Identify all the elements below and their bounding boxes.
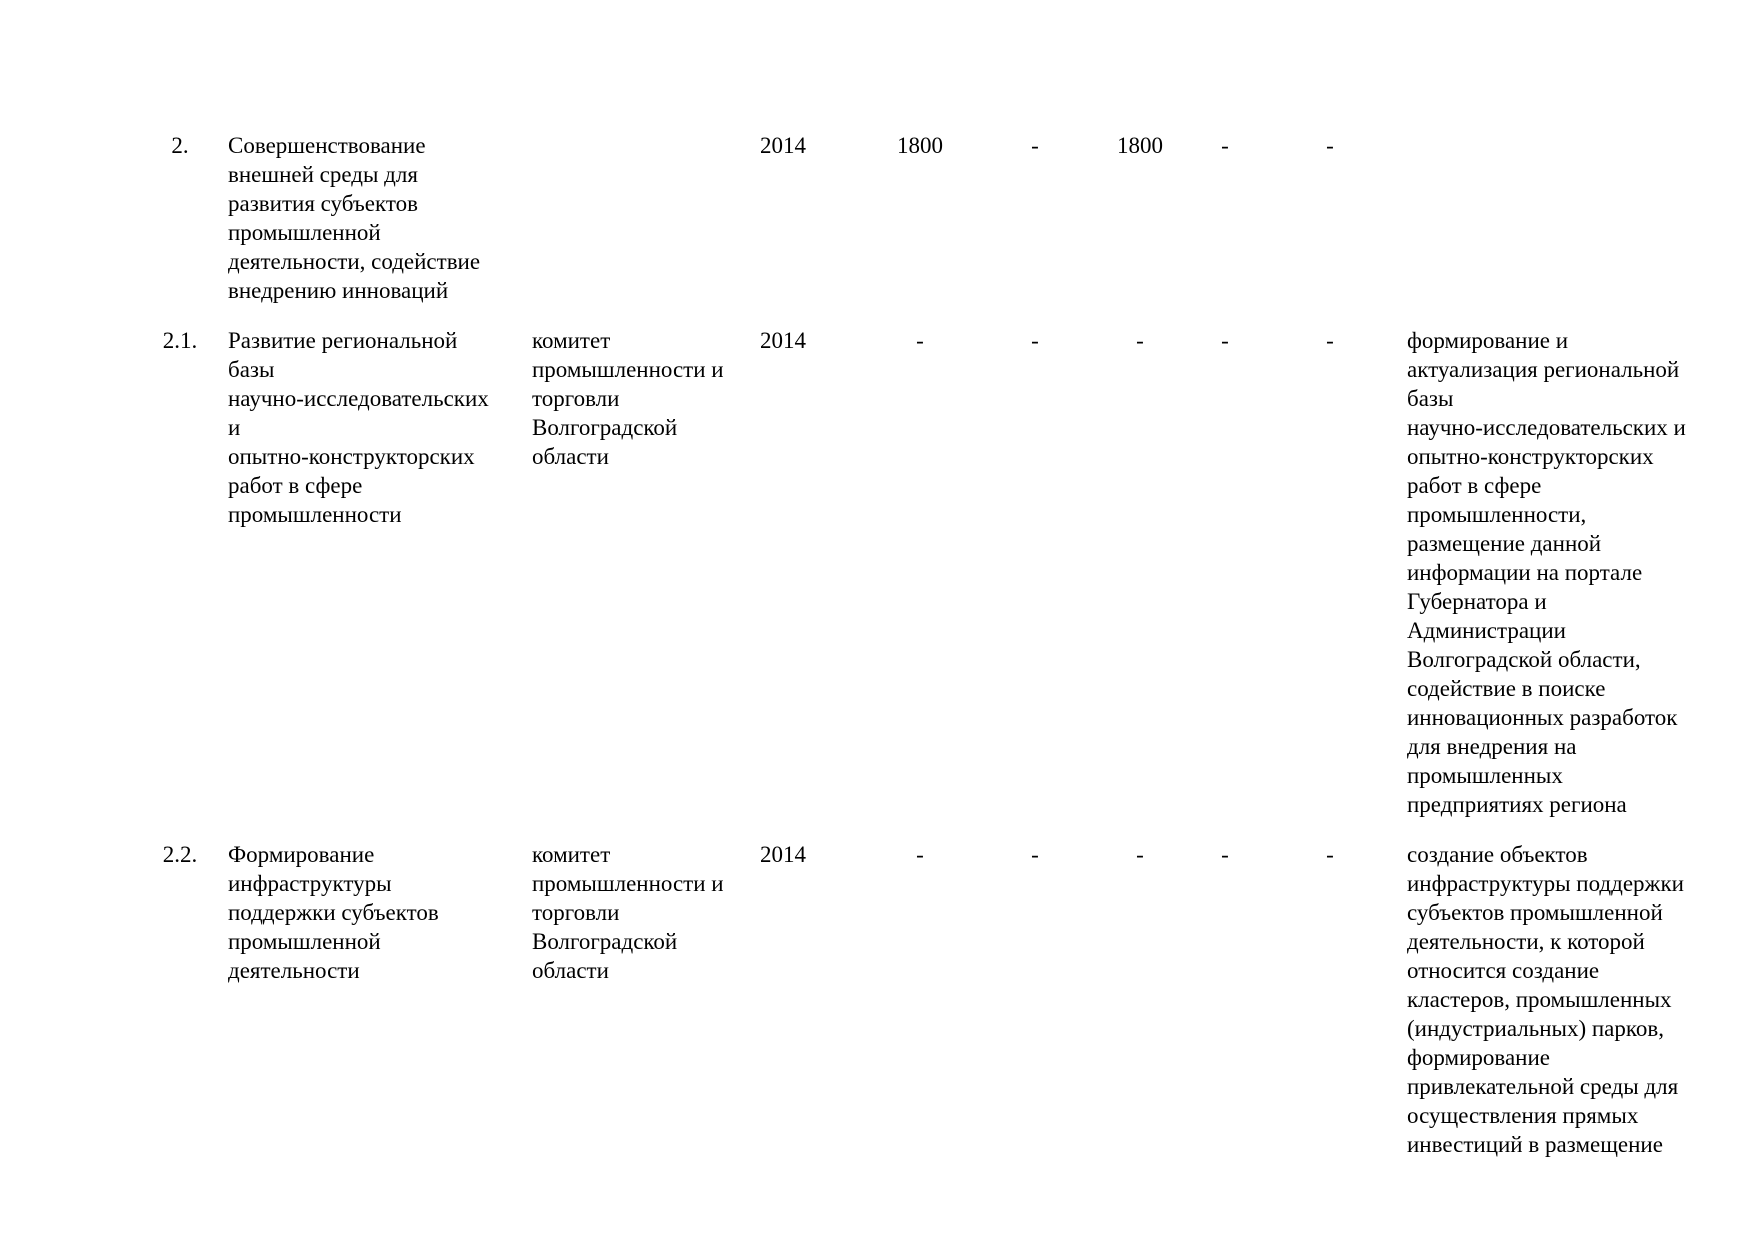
funding-other: - — [1326, 842, 1334, 867]
executor: комитет промышленности и торговли Волгоградской области — [532, 328, 724, 469]
year: 2014 — [760, 842, 806, 867]
year: 2014 — [760, 328, 806, 353]
funding-local: - — [1221, 328, 1229, 353]
funding-federal: - — [1031, 328, 1039, 353]
funding-federal: - — [1031, 133, 1039, 158]
funding-local: - — [1221, 133, 1229, 158]
funding-other: - — [1326, 133, 1334, 158]
activity-name: Формирование инфраструктуры поддержки субъектов промышленной деятельности — [228, 842, 439, 983]
funding-federal: - — [1031, 842, 1039, 867]
funding-regional: 1800 — [1117, 133, 1163, 158]
funding-total: - — [916, 328, 924, 353]
activity-name: Совершенствование внешней среды для развития субъектов промышленной деятельности, содействие внедрению инноваций — [228, 133, 481, 303]
year: 2014 — [760, 133, 806, 158]
row-number: 2.2. — [162, 842, 198, 867]
expected-result: формирование и актуализация региональной базы научно-исследовательских и опытно-конструкторских работ в сфере промышленности, размещение данной информации на портале Губернатора и Администрации Волгоградской области, содействие в поиске инновационных разработок для внедрения на промышленных предприятиях региона — [1407, 328, 1686, 817]
funding-local: - — [1221, 842, 1229, 867]
funding-total: - — [916, 842, 924, 867]
executor: комитет промышленности и торговли Волгоградской области — [532, 842, 724, 983]
row-number: 2. — [171, 133, 189, 158]
row-number: 2.1. — [162, 328, 198, 353]
funding-other: - — [1326, 328, 1334, 353]
funding-regional: - — [1136, 842, 1144, 867]
activity-name: Развитие региональной базы научно-исследовательских и опытно-конструкторских работ в сфере промышленности — [228, 328, 489, 527]
expected-result: создание объектов инфраструктуры поддержки субъектов промышленной деятельности, к которой относится создание кластеров, промышленных (индустриальных) парков, формирование привлекательной среды для осуществления прямых инвестиций в размещение — [1407, 842, 1684, 1157]
funding-regional: - — [1136, 328, 1144, 353]
funding-total: 1800 — [897, 133, 943, 158]
